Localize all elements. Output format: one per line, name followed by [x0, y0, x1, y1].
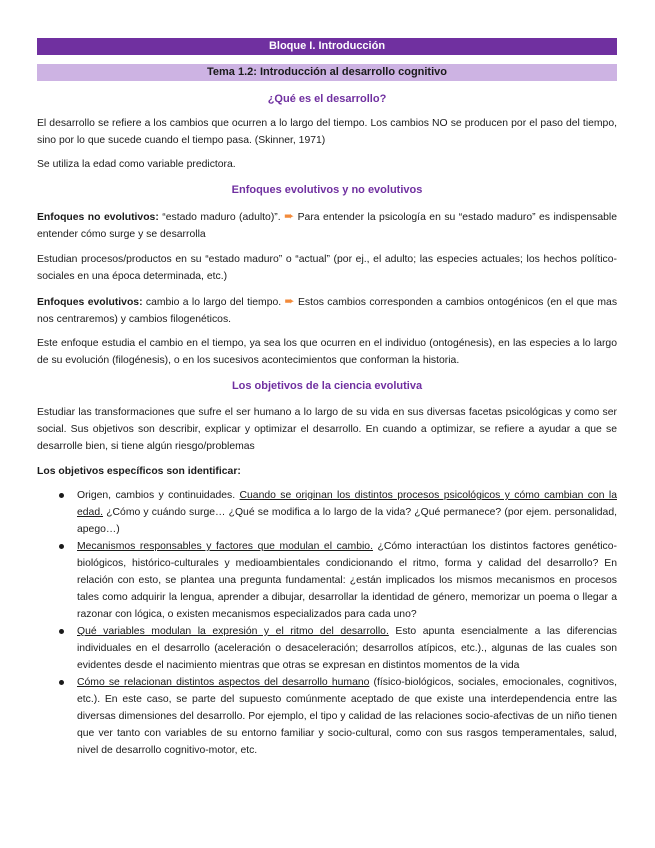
bullet-icon: [59, 493, 64, 498]
bullet-icon: [59, 544, 64, 549]
bullet-icon: [59, 680, 64, 685]
arrow-right-icon: ➨: [284, 294, 295, 308]
block-title-banner: Bloque I. Introducción: [37, 38, 617, 55]
arrow-right-icon: ➨: [284, 209, 295, 223]
heading-enfoques: Enfoques evolutivos y no evolutivos: [231, 184, 423, 196]
heading-que-es-desarrollo: ¿Qué es el desarrollo?: [267, 93, 387, 105]
term-no-evolutivos: Enfoques no evolutivos:: [37, 212, 159, 223]
paragraph-evolutivos: Enfoques evolutivos: cambio a lo largo del tiempo. ➨ Estos cambios corresponden a cambios ontogénicos (en el que mas nos centraremos) y cambios filogenéticos.: [37, 294, 618, 325]
heading-objetivos-ciencia: Los objetivos de la ciencia evolutiva: [231, 380, 423, 392]
list-item: Origen, cambios y continuidades. Cuando se originan los distintos procesos psicológicos y cómo cambian con la edad. ¿Cómo y cuándo surge… ¿Qué se modifica a lo largo de la vida? ¿Qué permanece? (por ejem. personalidad, apego…): [37, 487, 617, 538]
paragraph-estudian-procesos: Estudian procesos/productos en su “estado maduro” o “actual” (por ej., el adulto; las especies actuales; los hechos político-sociales en una época determinada, etc.): [37, 254, 617, 282]
list-item: Mecanismos responsables y factores que modulan el cambio. ¿Cómo interactúan los distintos factores genético-biológicos, histórico-culturales y medioambientales condicionando el ritmo, forma y calidad del desarrollo? En relación con esto, se plantea una pregunta fundamental: ¿están implicados los mismos mecanismos en procesos tales como adquirir la lengua, aprender a dibujar, desarrollar la identidad de género, memorizar un poema o llegar a razonar con lógica, o existen mecanismos especializados para cada uno?: [37, 538, 617, 623]
bullet-icon: [59, 629, 64, 634]
paragraph-enfoque-cambio: Este enfoque estudia el cambio en el tiempo, ya sea los que ocurren en el individuo (ontogénesis), en las especies a lo largo de su evolución (filogénesis), o en los sucesivos acontecimientos que conforman la historia.: [37, 338, 617, 366]
paragraph-definicion: El desarrollo se refiere a los cambios que ocurren a lo largo del tiempo. Los cambios NO se producen por el paso del tiempo, sino por lo que sucede cuando el tiempo pasa. (Skinner, 1971): [37, 118, 617, 146]
topic-title-banner: Tema 1.2: Introducción al desarrollo cognitivo: [37, 64, 617, 81]
paragraph-objetivos-especificos: Los objetivos específicos son identificar:: [37, 466, 241, 477]
list-item: Cómo se relacionan distintos aspectos del desarrollo humano (físico-biológicos, sociales, emocionales, cognitivos, etc.). En este caso, se parte del supuesto comúnmente aceptado de que existe una interdependencia entre las diversas dimensiones del desarrollo. Por ejemplo, el tipo y calidad de las relaciones socio-afectivas de un niño tienen que ver tanto con variables de su entorno familiar y socio-cultural, como con sus rasgos temperamentales, salud, nivel de desarrollo cognitivo-motor, etc.: [37, 674, 617, 759]
objetivos-list: [37, 487, 617, 759]
paragraph-estudiar-transformaciones: Estudiar las transformaciones que sufre el ser humano a lo largo de su vida en sus diversas facetas psicológicas y como ser social. Sus objetivos son describir, explicar y optimizar el desarrollo. En cuando a optimizar, se refiere a ayudar a que se desarrolle bien, si tiene algún riesgo/problemas: [37, 407, 617, 452]
paragraph-no-evolutivos: Enfoques no evolutivos: “estado maduro (adulto)”. ➨ Para entender la psicología en su “estado maduro” es indispensable entender cómo surge y se desarrolla: [37, 209, 617, 240]
term-evolutivos: Enfoques evolutivos:: [37, 297, 143, 308]
paragraph-edad-predictora: Se utiliza la edad como variable predictora.: [37, 159, 236, 170]
list-item: Qué variables modulan la expresión y el ritmo del desarrollo. Esto apunta esencialmente a las diferencias individuales en el desarrollo (aceleración o desaceleración; desarrollos atípicos, etc.)., algunas de las cuales son evidentes desde el nacimiento mientras que otras se expresan en distintos momentos de la vida: [37, 623, 617, 674]
